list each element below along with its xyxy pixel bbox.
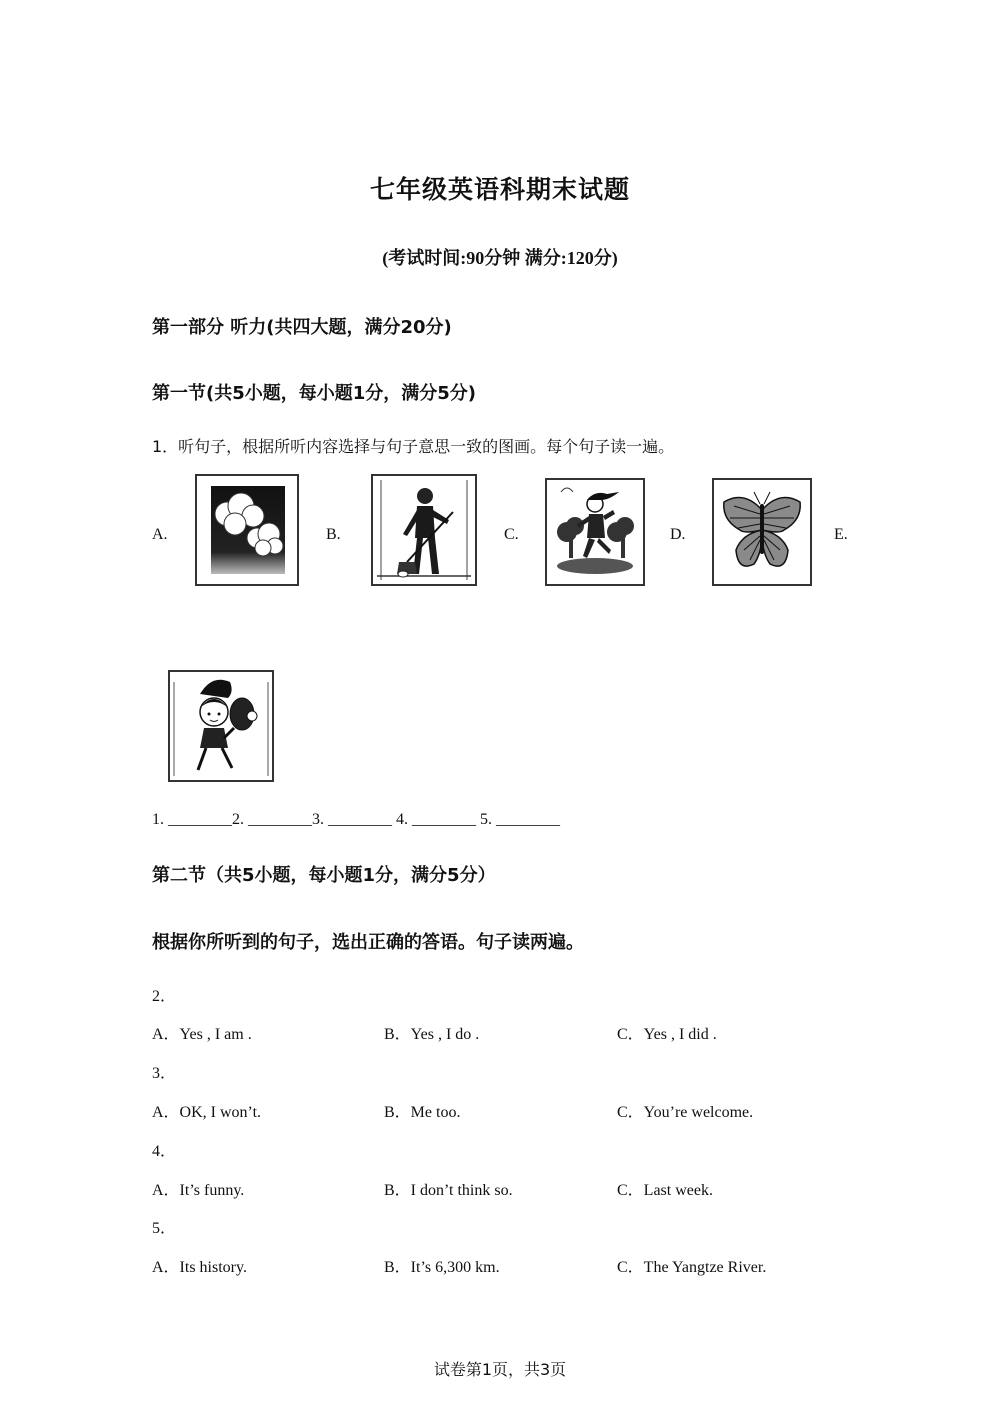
section1-heading: 第一节(共5小题，每小题1分，满分5分)	[152, 383, 477, 404]
choice-c: C．Last week.	[617, 1182, 713, 1199]
part1-heading: 第一部分 听力(共四大题，满分20分)	[152, 317, 452, 338]
choice-c: C．The Yangtze River.	[617, 1259, 767, 1276]
choice-b: B．Me too.	[384, 1104, 461, 1121]
section2-instruction: 根据你所听到的句子，选出正确的答语。句子读两遍。	[152, 932, 584, 953]
option-c-label: C.	[504, 526, 519, 543]
choice-a: A．Its history.	[152, 1259, 247, 1276]
option-d-label: D.	[670, 526, 686, 543]
option-b-label: B.	[326, 526, 341, 543]
question-number: 3．	[152, 1065, 177, 1082]
option-a-label: A.	[152, 526, 168, 543]
answer-blanks: 1. ________2. ________3. ________ 4. ________ 5. ________	[152, 811, 560, 828]
choice-b: B．I don’t think so.	[384, 1182, 513, 1199]
choice-a: A．OK, I won’t.	[152, 1104, 262, 1121]
section2-heading: 第二节（共5小题，每小题1分，满分5分）	[152, 865, 496, 886]
choice-b: B．It’s 6,300 km.	[384, 1259, 500, 1276]
question-number: 4．	[152, 1143, 177, 1160]
choice-a: A．Yes , I am .	[152, 1026, 252, 1043]
question-number: 5．	[152, 1220, 177, 1237]
question-number: 2．	[152, 988, 177, 1005]
page-footer: 试卷第1页，共3页	[433, 1360, 567, 1379]
running-girl-icon	[545, 478, 645, 586]
exam-info: (考试时间:90分钟 满分:120分)	[382, 248, 618, 268]
option-e-label: E.	[834, 526, 848, 543]
q1-instruction: 1．听句子，根据所听内容选择与句子意思一致的图画。每个句子读一遍。	[152, 437, 675, 456]
sweeping-man-icon	[371, 474, 477, 586]
page-title: 七年级英语科期末试题	[369, 175, 630, 204]
tennis-girl-icon	[168, 670, 274, 782]
clouds-icon	[195, 474, 299, 586]
choice-b: B．Yes , I do .	[384, 1026, 480, 1043]
butterfly-icon	[712, 478, 812, 586]
choice-c: C．Yes , I did .	[617, 1026, 717, 1043]
choice-a: A．It’s funny.	[152, 1182, 245, 1199]
choice-c: C．You’re welcome.	[617, 1104, 754, 1121]
